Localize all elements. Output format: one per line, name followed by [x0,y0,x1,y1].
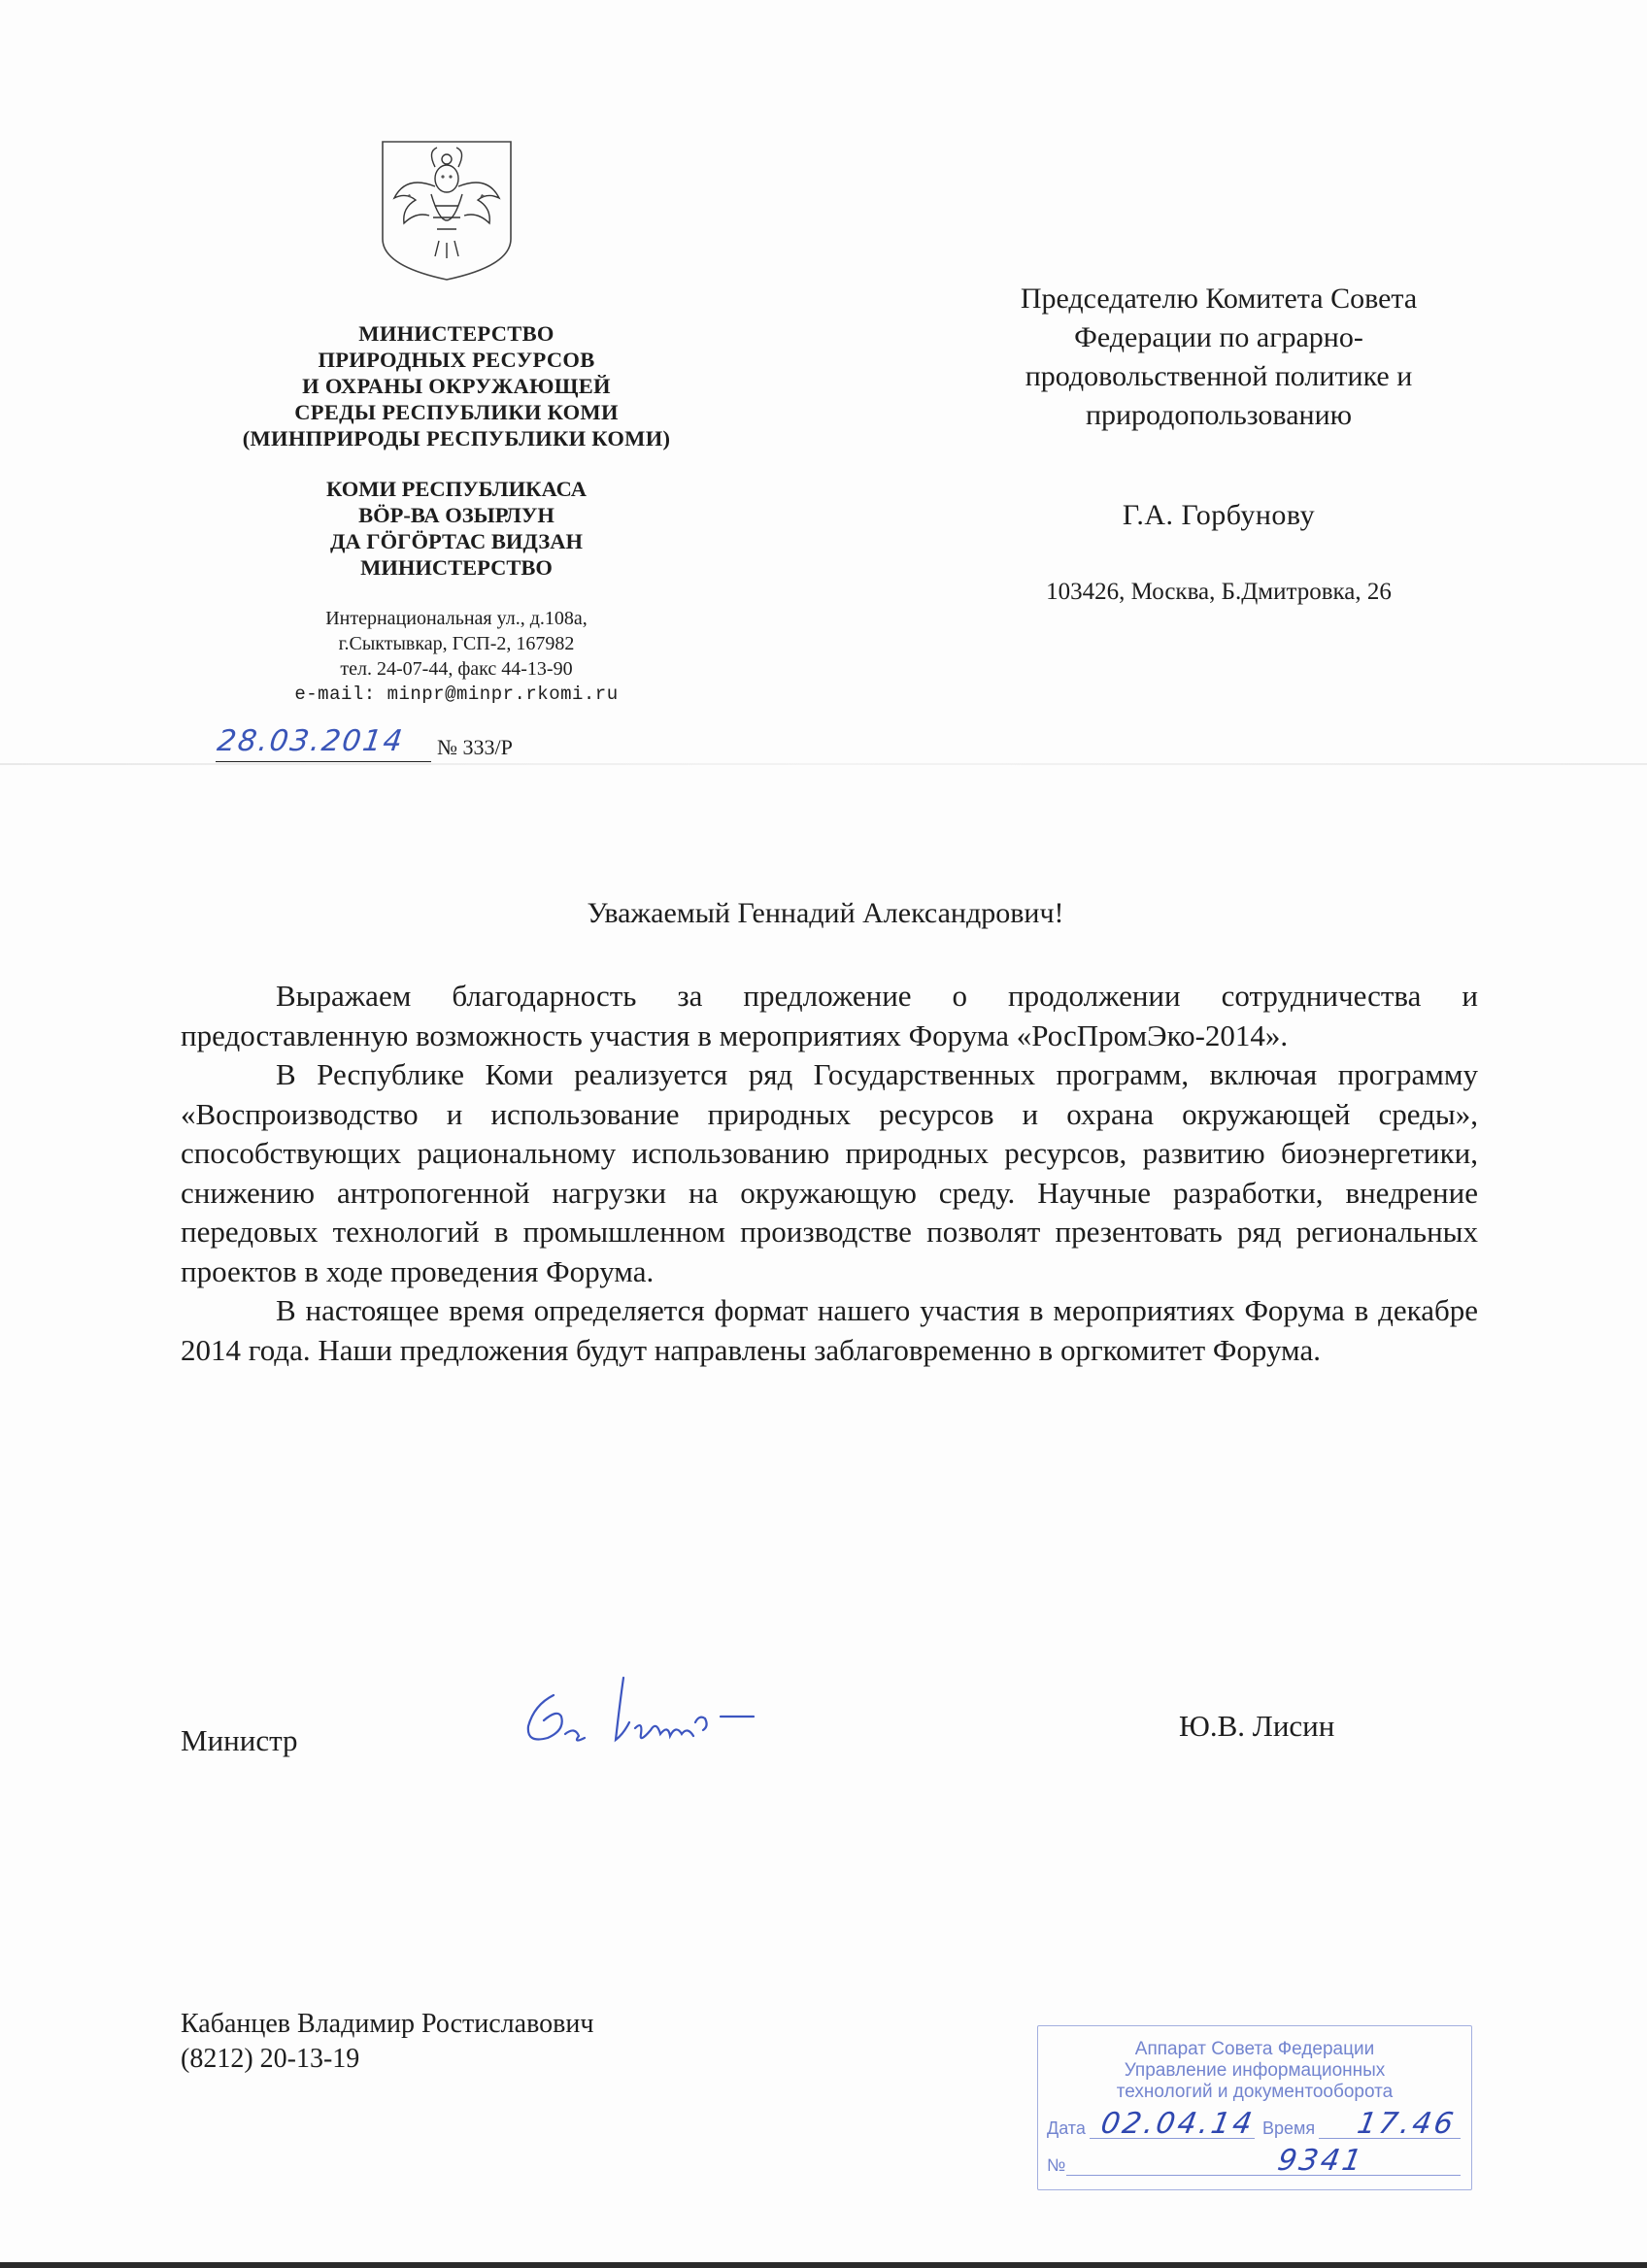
stamp-line: Управление информационных [1124,2060,1386,2081]
addressee-title [903,280,1534,435]
greeting: Уважаемый Геннадий Александрович! [587,897,1064,929]
stamp-number-label: № [1047,2155,1066,2175]
paragraph: В настоящее время определяется формат нашего участия в мероприятиях Форума в декабре 2014 года. Наши предложения будут направлены заблаговременно в оргкомитет Форума. [181,1293,1478,1367]
stamp-time-value: 17.46 [1354,2107,1459,2141]
stamp-rule [1066,2175,1461,2176]
scan-edge [0,2262,1647,2268]
registration-stamp [1037,2025,1472,2190]
addressee-address: 103426, Москва, Б.Дмитровка, 26 [1046,579,1392,605]
executor-name: Кабанцев Владимир Ростиславович [181,2009,594,2039]
registration-number: № 333/Р [437,735,513,759]
org-line: (МИНПРИРОДЫ РЕСПУБЛИКИ КОМИ) [242,426,671,450]
stamp-date-value: 02.04.14 [1097,2107,1258,2141]
addressee-line: Председателю Комитета Совета [1020,283,1418,315]
address-line: Интернациональная ул., д.108а, [325,608,588,629]
email-line: e-mail: minpr@minpr.rkomi.ru [294,684,619,705]
stamp-time-label: Время [1262,2118,1316,2138]
ministry-contacts [175,606,738,707]
paragraph: В Республике Коми реализуется ряд Государственных программ, включая программу «Воспроизводство и использование природных ресурсов и охрана окружающей среды», способствующих рациональному использованию природных ресурсов, развитию биоэнергетики, снижению антропогенной нагрузки на окружающую среду. Научные разработки, внедрение передовых технологий в промышленном производстве позволят презентовать ряд региональных проектов в ходе проведения Форума. [181,1057,1478,1288]
org-line: ПРИРОДНЫХ РЕСУРСОВ [318,348,595,372]
org-line: И ОХРАНЫ ОКРУЖАЮЩЕЙ [302,374,611,398]
org-komi-line: ДА ГӦГӦРТАС ВИДЗАН [329,529,584,553]
org-line: МИНИСТЕРСТВО [358,321,555,346]
signatory-name: Ю.В. Лисин [1179,1709,1335,1743]
org-komi-line: ВӦР-ВА ОЗЫРЛУН [358,503,555,527]
stamp-line: Аппарат Совета Федерации [1134,2039,1375,2059]
address-line: г.Сыктывкар, ГСП-2, 167982 [338,633,575,654]
handwritten-signature [515,1666,845,1763]
org-line: СРЕДЫ РЕСПУБЛИКИ КОМИ [294,400,619,424]
executor-info [181,2007,593,2077]
paragraph: Выражаем благодарность за предложение о продолжении сотрудничества и предоставленную возможность участия в мероприятиях Форума «РосПромЭко-2014». [181,979,1478,1052]
org-komi-line: МИНИСТЕРСТВО [360,555,553,580]
paper-fold-line [0,763,1647,765]
stamp-number-value: 9341 [1274,2144,1367,2178]
executor-phone: (8212) 20-13-19 [181,2044,360,2074]
ministry-name-ru [175,320,738,451]
addressee-name: Г.А. Горбунову [1122,499,1316,531]
ministry-name-komi [175,476,738,581]
phone-line: тел. 24-07-44, факс 44-13-90 [340,658,573,680]
stamp-date-label: Дата [1047,2118,1086,2138]
stamp-line: технологий и документооборота [1116,2082,1394,2102]
addressee-line: продовольственной политике и [1025,360,1413,392]
komi-republic-coat-of-arms-icon [377,138,517,284]
addressee-line: природопользованию [1085,399,1353,431]
letter-body [181,977,1478,1370]
addressee-line: Федерации по аграрно- [1074,321,1363,353]
org-komi-line: КОМИ РЕСПУБЛИКАСА [325,477,588,501]
handwritten-date: 28.03.2014 [215,724,407,758]
signatory-title: Министр [181,1723,298,1757]
